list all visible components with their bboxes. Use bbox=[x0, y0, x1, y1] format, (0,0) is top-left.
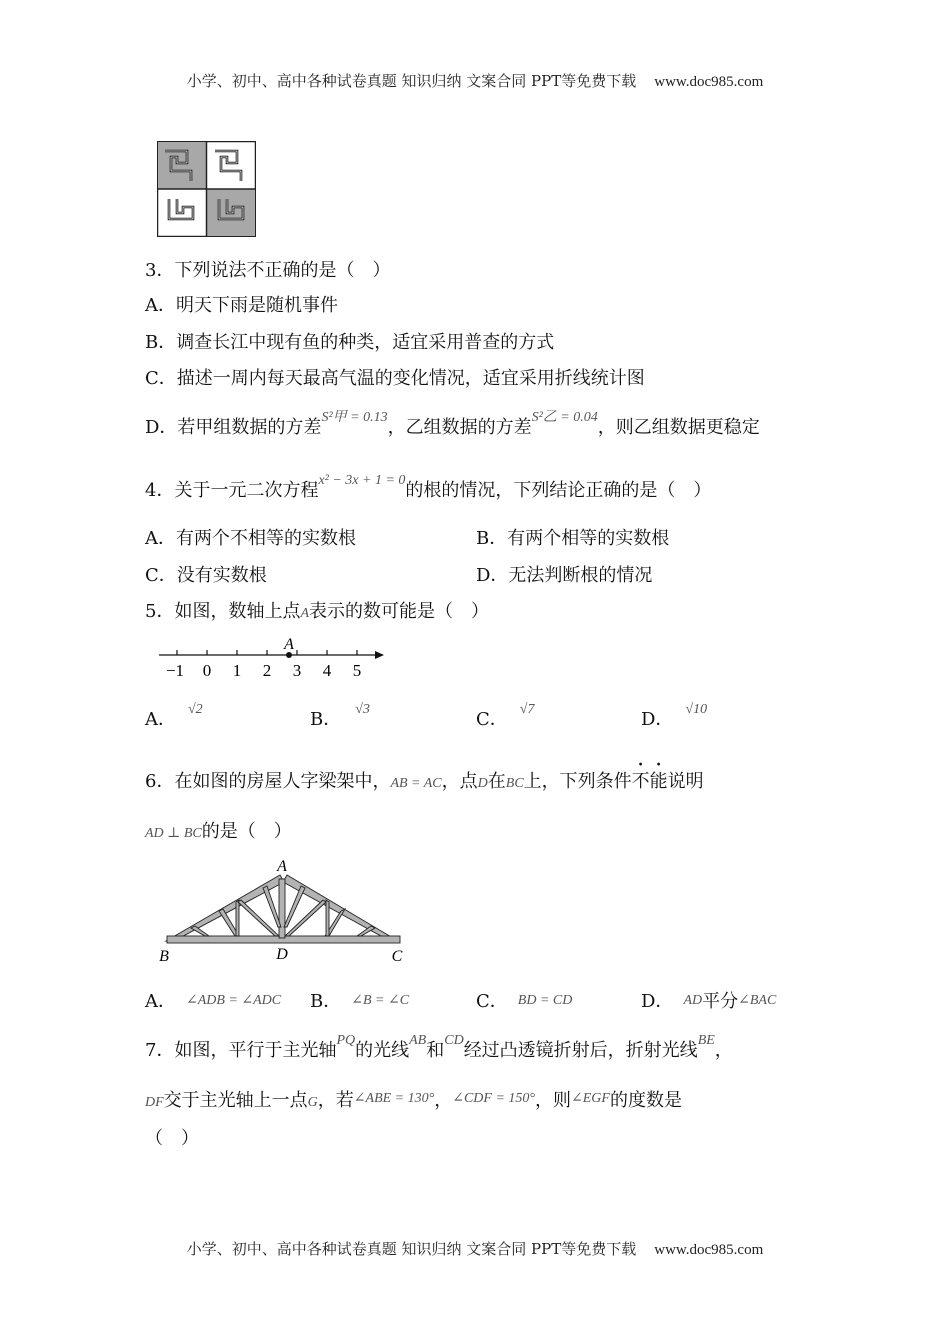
q6-emphasis-bu: 不 bbox=[631, 771, 650, 792]
q5-option-a bbox=[145, 702, 203, 731]
q3-option-d bbox=[145, 410, 760, 439]
q5-b-label: B． bbox=[310, 709, 342, 730]
q5-a-value: √2 bbox=[188, 702, 203, 717]
q7-math-df: DF bbox=[145, 1095, 164, 1110]
q6-math-ab-ac: AB = AC bbox=[390, 776, 442, 791]
q6-option-b bbox=[310, 987, 409, 1013]
tick-label: 3 bbox=[292, 661, 302, 680]
q7-stem-line2 bbox=[145, 1086, 682, 1112]
roof-truss-figure bbox=[155, 855, 410, 967]
q7-s1: 7．如图，平行于主光轴 bbox=[145, 1040, 337, 1061]
q5-d-value: √10 bbox=[685, 702, 708, 717]
q6-b-label: B． bbox=[310, 991, 342, 1012]
q7-math-angle-cdf: ∠CDF = 150° bbox=[452, 1091, 536, 1106]
q7-math-be: BE bbox=[697, 1033, 715, 1048]
q3-d-mid: ，乙组数据的方差 bbox=[387, 417, 532, 438]
tick-label: 0 bbox=[202, 661, 212, 680]
q5-a-label: A． bbox=[145, 709, 176, 730]
tick-label: −1 bbox=[165, 661, 185, 680]
q6-stem-s4: 上，下列条件 bbox=[523, 771, 632, 792]
q6-math-ad-perp-bc: AD ⊥ BC bbox=[145, 826, 202, 841]
q5-stem-post: 表示的数可能是（ ） bbox=[309, 601, 490, 622]
q3-option-c: C．描述一周内每天最高气温的变化情况，适宜采用折线统计图 bbox=[145, 368, 645, 389]
q4-stem-pre: 4．关于一元二次方程 bbox=[145, 480, 319, 501]
q6-d-value-bac: ∠BAC bbox=[738, 993, 777, 1008]
q3-option-a: A．明天下雨是随机事件 bbox=[145, 295, 338, 316]
q6-stem-line2 bbox=[145, 817, 292, 843]
q5-stem bbox=[145, 597, 489, 623]
page-header bbox=[0, 70, 950, 91]
q6-d-label: D． bbox=[641, 991, 674, 1012]
q6-option-c bbox=[476, 987, 572, 1013]
q6-b-value: ∠B = ∠C bbox=[351, 993, 410, 1008]
q3-d-variance-yi: S²乙 = 0.04 bbox=[531, 410, 598, 425]
q7-s4: 经过凸透镜折射后，折射光线 bbox=[463, 1040, 698, 1061]
tick-label: 2 bbox=[262, 661, 272, 680]
q4-stem bbox=[145, 473, 712, 502]
number-line-figure bbox=[155, 632, 390, 682]
q6-c-label: C． bbox=[476, 991, 508, 1012]
vertex-label-b: B bbox=[159, 948, 169, 965]
q6-stem-s5: 说明 bbox=[667, 771, 704, 792]
vertex-label-c: C bbox=[391, 948, 403, 965]
q6-stem-s2: ，点 bbox=[441, 771, 478, 792]
q3-d-pre: D．若甲组数据的方差 bbox=[145, 417, 322, 438]
q4-option-b: B．有两个相等的实数根 bbox=[476, 528, 670, 549]
q5-stem-var: A bbox=[300, 606, 310, 621]
q6-math-d: D bbox=[477, 776, 488, 791]
q5-stem-pre: 5．如图，数轴上点 bbox=[145, 601, 301, 622]
vertex-label-a: A bbox=[277, 858, 287, 875]
q5-c-label: C． bbox=[476, 709, 508, 730]
q5-d-label: D． bbox=[641, 709, 674, 730]
q5-b-value: √3 bbox=[355, 702, 370, 717]
tick-label: 1 bbox=[232, 661, 242, 680]
q6-c-value: BD = CD bbox=[517, 993, 573, 1008]
tick-label: 4 bbox=[322, 661, 332, 680]
footer-text: 小学、初中、高中各种试卷真题 知识归纳 文案合同 PPT等免费下载 bbox=[186, 1240, 637, 1258]
header-text: 小学、初中、高中各种试卷真题 知识归纳 文案合同 PPT等免费下载 bbox=[186, 72, 637, 90]
q7-s8: ， bbox=[434, 1090, 453, 1111]
q5-option-d bbox=[641, 702, 708, 731]
q6-d-value-ad: AD bbox=[683, 993, 703, 1008]
q6-a-value: ∠ADB = ∠ADC bbox=[186, 993, 282, 1008]
q7-math-angle-egf: ∠EGF bbox=[571, 1091, 610, 1106]
q4-option-c: C．没有实数根 bbox=[145, 565, 267, 586]
q7-stem-line1 bbox=[145, 1033, 733, 1062]
pattern-figure bbox=[157, 141, 256, 237]
header-site-link[interactable]: www.doc985.com bbox=[654, 74, 764, 90]
vertex-label-d: D bbox=[276, 946, 288, 963]
q6-d-text: 平分 bbox=[702, 991, 739, 1012]
q7-s3: 和 bbox=[426, 1040, 445, 1061]
q7-s2: 的光线 bbox=[355, 1040, 410, 1061]
q4-option-a: A．有两个不相等的实数根 bbox=[145, 528, 356, 549]
q6-math-bc: BC bbox=[505, 776, 524, 791]
q5-option-c bbox=[476, 702, 535, 731]
q6-option-d bbox=[641, 987, 776, 1013]
q7-math-ab: AB bbox=[409, 1033, 427, 1048]
q7-s6: 交于主光轴上一点 bbox=[163, 1090, 308, 1111]
point-a-label: A bbox=[284, 636, 294, 653]
footer-site-link[interactable]: www.doc985.com bbox=[654, 1242, 764, 1258]
q7-answer-blank: （ ） bbox=[145, 1128, 199, 1149]
q6-stem-pre: 6．在如图的房屋人字梁架中， bbox=[145, 771, 391, 792]
q6-stem-s3: 在 bbox=[487, 771, 506, 792]
q7-math-cd: CD bbox=[444, 1033, 464, 1048]
q6-stem-line1 bbox=[145, 767, 704, 793]
q4-equation: x² − 3x + 1 = 0 bbox=[318, 473, 406, 488]
q3-stem: 3．下列说法不正确的是（ ） bbox=[145, 260, 391, 281]
q3-d-variance-jia: S²甲 = 0.13 bbox=[321, 410, 388, 425]
q6-option-a bbox=[145, 987, 281, 1013]
q7-math-g: G bbox=[307, 1095, 318, 1110]
q5-c-value: √7 bbox=[519, 702, 535, 717]
q3-option-b: B．调查长江中现有鱼的种类，适宜采用普查的方式 bbox=[145, 332, 555, 353]
q7-s5: ， bbox=[714, 1040, 733, 1061]
q5-option-b bbox=[310, 702, 370, 731]
q7-s10: 的度数是 bbox=[609, 1090, 682, 1111]
q7-s9: ，则 bbox=[535, 1090, 572, 1111]
q7-s7: ，若 bbox=[317, 1090, 354, 1111]
q4-option-d: D．无法判断根的情况 bbox=[476, 565, 653, 586]
q6-stem-s6: 的是（ ） bbox=[201, 821, 292, 842]
q6-emphasis-neng: 能 bbox=[649, 771, 668, 792]
page-footer bbox=[0, 1238, 950, 1259]
q6-a-label: A． bbox=[145, 991, 176, 1012]
q7-math-pq: PQ bbox=[336, 1033, 356, 1048]
q4-stem-post: 的根的情况，下列结论正确的是（ ） bbox=[405, 480, 712, 501]
q7-math-angle-abe: ∠ABE = 130° bbox=[353, 1091, 435, 1106]
q3-d-post: ，则乙组数据更稳定 bbox=[597, 417, 760, 438]
tick-label: 5 bbox=[352, 661, 362, 680]
